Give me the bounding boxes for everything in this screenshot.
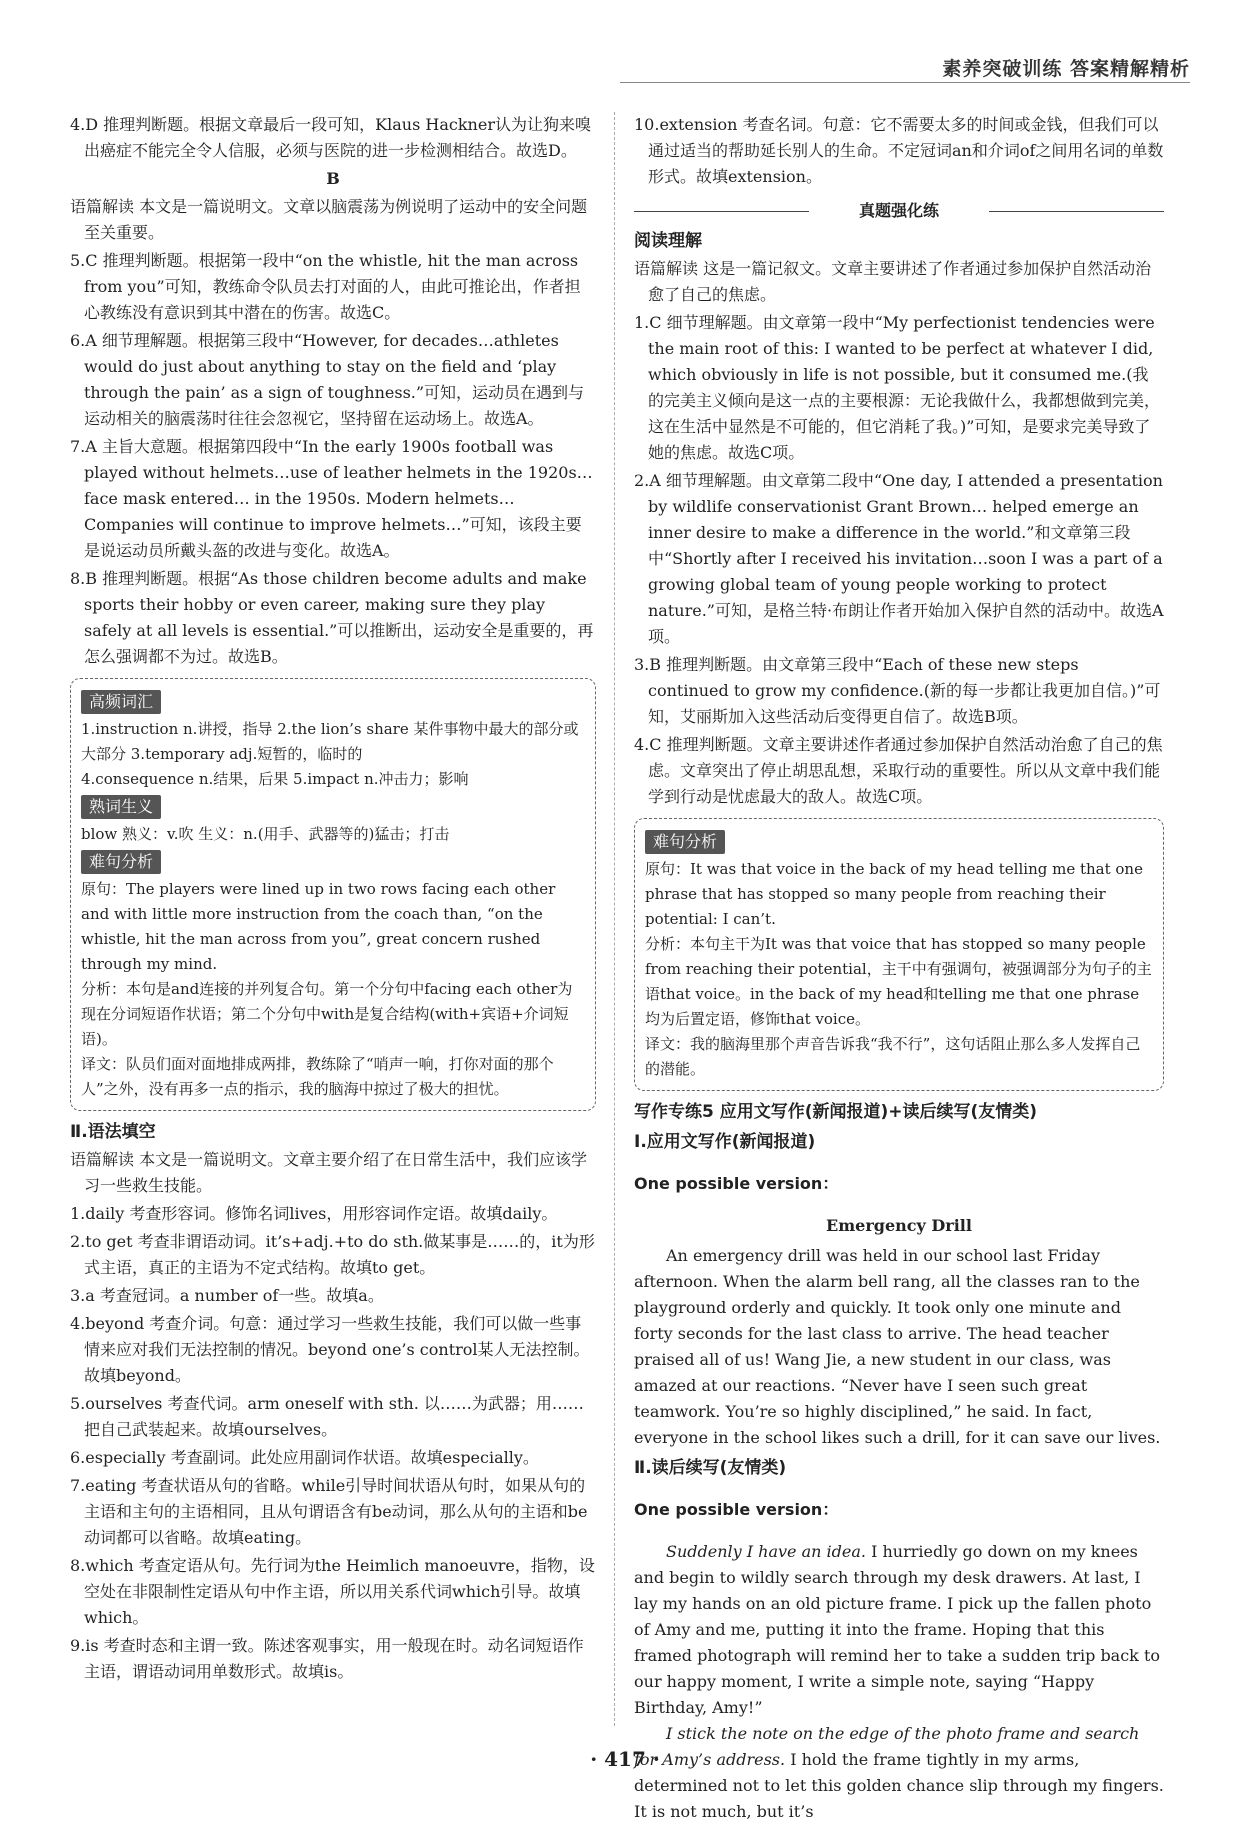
difficult-sentence-box bbox=[634, 818, 1164, 1091]
answer-8: 8.B 推理判断题。根据“As those children become adults and make sports their hobby or even career, making sure they play safely at all levels is essential.”可以推断出，运动安全是重要的，再怎么强调都不为过。故选B。 bbox=[70, 569, 594, 666]
essay-title: Emergency Drill bbox=[826, 1216, 972, 1235]
section-b-heading: B bbox=[326, 169, 340, 188]
vocab-line-1: 1.instruction n.讲授，指导 2.the lion’s share 某件事物中最大的部分或大部分 3.temporary adj.短暂的，临时的 bbox=[81, 720, 579, 763]
grammar-answer-2: 2.to get 考查非谓语动词。it’s+adj.+to do sth.做某事是……的，it为形式主语，真正的主语为不定式结构。故填to get。 bbox=[70, 1232, 595, 1277]
grammar-section-title: Ⅱ.语法填空 bbox=[70, 1122, 156, 1142]
version-label-2: One possible version： bbox=[634, 1500, 839, 1519]
essay-2-text-2: I hold the frame tightly in my arms, determined not to let this golden chance slip through my fingers. It is not much, but it’s bbox=[634, 1750, 1164, 1821]
grammar-answer-3: 3.a 考查冠词。a number of一些。故填a。 bbox=[70, 1286, 384, 1305]
right-column bbox=[634, 112, 1164, 1825]
answer-7: 7.A 主旨大意题。根据第四段中“In the early 1900s football was played without helmets…use of leather helmets in the 1920s…face mask entered… in the 1950s. Modern helmets… Companies will continue to improve helmets…”可知，该段主要是说运动员所戴头盔的改进与变化。故选A。 bbox=[70, 437, 593, 560]
writing-part2-title: Ⅱ.读后续写(友情类) bbox=[634, 1458, 787, 1478]
reading-answer-2: 2.A 细节理解题。由文章第二段中“One day, I attended a presentation by wildlife conservationist Grant Brown… helped emerge an inner desire to make a difference in the world.”和文章第三段中“Shortly after I received his invitation…soon I was a part of a growing global team of young people working to protect nature.”可知，是格兰特·布朗让作者开始加入保护自然的活动中。故选A项。 bbox=[634, 471, 1164, 646]
reading-title: 阅读理解 bbox=[634, 231, 702, 251]
grammar-answer-8: 8.which 考查定语从句。先行词为the Heimlich manoeuvre，指物，设空处在非限制性定语从句中作主语，所以用关系代词which引导。故填which。 bbox=[70, 1556, 595, 1627]
grammar-summary: 语篇解读 本文是一篇说明文。文章主要介绍了在日常生活中，我们应该学习一些救生技能。 bbox=[70, 1150, 588, 1195]
tag-high-frequency: 高频词汇 bbox=[81, 690, 161, 714]
reading-summary: 语篇解读 这是一篇记叙文。文章主要讲述了作者通过参加保护自然活动治愈了自己的焦虑。 bbox=[634, 259, 1152, 304]
sentence-analysis-2: 分析：本句主干为It was that voice that has stopped so many people from reaching their potential，主干中有强调句，被强调部分为句子的主语that voice。in the back of my head和telling me that one phrase均为后置定语，修饰that voice。 bbox=[645, 935, 1152, 1028]
writing-title: 写作专练5 应用文写作(新闻报道)+读后续写(友情类) bbox=[634, 1102, 1038, 1122]
original-sentence: 原句：The players were lined up in two rows facing each other and with little more instruction from the coach than, “on the whistle, hit the man across from you”, great concern rushed through my mind. bbox=[81, 880, 556, 973]
grammar-answer-5: 5.ourselves 考查代词。arm oneself with sth. 以……为武器；用……把自己武装起来。故填ourselves。 bbox=[70, 1394, 584, 1439]
tag-difficult-sentence: 难句分析 bbox=[81, 850, 161, 874]
grammar-answer-10: 10.extension 考查名词。句意：它不需要太多的时间或金钱，但我们可以通过适当的帮助延长别人的生命。不定冠词an和介词of之间用名词的单数形式。故填extension。 bbox=[634, 115, 1164, 186]
reading-answer-3: 3.B 推理判断题。由文章第三段中“Each of these new steps continued to grow my confidence.(新的每一步都让我更加自信。)”可知，艾丽斯加入这些活动后变得更自信了。故选B项。 bbox=[634, 655, 1161, 726]
column-divider bbox=[614, 112, 615, 1726]
header-rule bbox=[620, 82, 1190, 83]
vocab-box bbox=[70, 678, 596, 1111]
vocab-line-2: 4.consequence n.结果，后果 5.impact n.冲击力；影响 bbox=[81, 770, 469, 788]
essay-2-para-2 bbox=[634, 1721, 1164, 1825]
version-label-1: One possible version： bbox=[634, 1174, 839, 1193]
tag-polysemy: 熟词生义 bbox=[81, 795, 161, 819]
grammar-answer-6: 6.especially 考查副词。此处应用副词作状语。故填especially。 bbox=[70, 1448, 539, 1467]
answer-5: 5.C 推理判断题。根据第一段中“on the whistle, hit the man across from you”可知，教练命令队员去打对面的人，由此可推论出，作者担心教练没有意识到其中潜在的伤害。故选C。 bbox=[70, 251, 581, 322]
essay-2-lead: Suddenly I have an idea. bbox=[666, 1542, 866, 1561]
answer-4: 4.D 推理判断题。根据文章最后一段可知，Klaus Hackner认为让狗来嗅出癌症不能完全令人信服，必须与医院的进一步检测相结合。故选D。 bbox=[70, 115, 591, 160]
original-sentence-2: 原句：It was that voice in the back of my head telling me that one phrase that has stopped so many people from reaching their potential: I can’t. bbox=[645, 860, 1143, 928]
sentence-analysis: 分析：本句是and连接的并列复合句。第一个分句中facing each other为现在分词短语作状语；第二个分句中with是复合结构(with+宾语+介词短语)。 bbox=[81, 980, 573, 1048]
essay-2-para-1 bbox=[634, 1539, 1164, 1721]
reading-answer-4: 4.C 推理判断题。文章主要讲述作者通过参加保护自然活动治愈了自己的焦虑。文章突出了停止胡思乱想，采取行动的重要性。所以从文章中我们能学到行动是忧虑最大的敌人。故选C项。 bbox=[634, 735, 1163, 806]
passage-b-summary: 语篇解读 本文是一篇说明文。文章以脑震荡为例说明了运动中的安全问题至关重要。 bbox=[70, 197, 588, 242]
grammar-answer-1: 1.daily 考查形容词。修饰名词lives，用形容词作定语。故填daily。 bbox=[70, 1204, 558, 1223]
essay-2-lead-2: I stick the note on the edge of the photo frame and search for Amy’s address. bbox=[634, 1724, 1140, 1769]
answer-6: 6.A 细节理解题。根据第三段中“However, for decades…athletes would do just about anything to stay on the field and ‘play through the pain’ as a sign of toughness.”可知，运动员在遇到与运动相关的脑震荡时往往会忽视它，坚持留在运动场上。故选A。 bbox=[70, 331, 585, 428]
writing-part1-title: Ⅰ.应用文写作(新闻报道) bbox=[634, 1132, 816, 1152]
polysemy-line: blow 熟义：v.吹 生义：n.(用手、武器等的)猛击；打击 bbox=[81, 825, 450, 843]
grammar-answer-4: 4.beyond 考查介词。句意：通过学习一些救生技能，我们可以做一些事情来应对我们无法控制的情况。beyond one’s control某人无法控制。故填beyond。 bbox=[70, 1314, 590, 1385]
practice-banner: 真题强化练 bbox=[634, 198, 1164, 224]
running-header: 素养突破训练 答案精解精析 bbox=[942, 58, 1190, 80]
essay-1-body: An emergency drill was held in our school last Friday afternoon. When the alarm bell rang, all the classes ran to the playground orderly and quickly. It took only one minute and forty seconds for the last class to arrive. The head teacher praised all of us! Wang Jie, a new student in our class, was amazed at our reactions. “Never have I seen such great teamwork. You’re so highly disciplined,” he said. In fact, everyone in the school likes such a drill, for it can save our lives. bbox=[634, 1246, 1161, 1447]
sentence-translation: 译文：队员们面对面地排成两排，教练除了“哨声一响，打你对面的那个人”之外，没有再多一点的指示，我的脑海中掠过了极大的担忧。 bbox=[81, 1055, 554, 1098]
left-column bbox=[70, 112, 596, 1687]
grammar-answer-9: 9.is 考查时态和主谓一致。陈述客观事实，用一般现在时。动名词短语作主语，谓语动词用单数形式。故填is。 bbox=[70, 1636, 584, 1681]
reading-answer-1: 1.C 细节理解题。由文章第一段中“My perfectionist tendencies were the main root of this: I wanted to be perfect at whatever I did, which obviously in life is not possible, but it consumed me.(我的完美主义倾向是这一点的主要根源：无论我做什么，我都想做到完美，这在生活中显然是不可能的，但它消耗了我。)”可知，是要求完美导致了她的焦虑。故选C项。 bbox=[634, 313, 1161, 462]
sentence-translation-2: 译文：我的脑海里那个声音告诉我“我不行”，这句话阻止那么多人发挥自己的潜能。 bbox=[645, 1035, 1141, 1078]
tag-difficult-sentence-2: 难句分析 bbox=[645, 830, 725, 854]
page-number: · 417 · bbox=[590, 1747, 660, 1771]
grammar-answer-7: 7.eating 考查状语从句的省略。while引导时间状语从句时，如果从句的主语和主句的主语相同，且从句谓语含有be动词，那么从句的主语和be动词都可以省略。故填eating。 bbox=[70, 1476, 588, 1547]
essay-2-text-1: I hurriedly go down on my knees and begin to wildly search through my desk drawers. At last, I lay my hands on an old picture frame. I pick up the fallen photo of Amy and me, putting it into the frame. Hoping that this framed photograph will remind her to take a sudden trip back to our happy moment, I write a simple note, saying “Happy Birthday, Amy!” bbox=[634, 1542, 1161, 1717]
